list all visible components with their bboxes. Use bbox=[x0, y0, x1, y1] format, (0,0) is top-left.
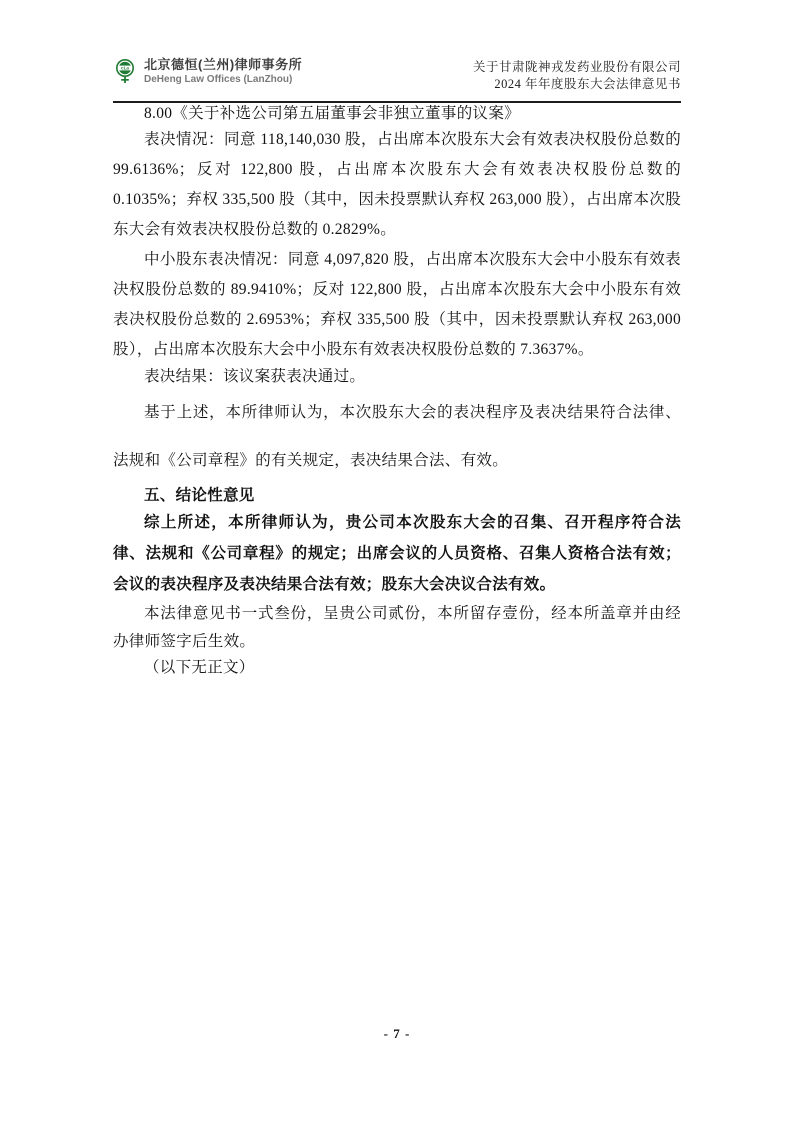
deheng-logo-icon bbox=[113, 58, 137, 84]
paragraph-conclusion: 综上所述，本所律师认为，贵公司本次股东大会的召集、召开程序符合法律、法规和《公司章程》的规定；出席会议的人员资格、召集人资格合法有效；会议的表决程序及表决结果合法有效；股东大会决议合法有效。 bbox=[113, 514, 681, 593]
paragraph-vote-result: 表决结果：该议案获表决通过。 bbox=[144, 368, 366, 385]
firm-name-cn: 北京德恒(兰州)律师事务所 bbox=[144, 57, 303, 72]
firm-brand bbox=[113, 57, 302, 86]
firm-name-en: DeHeng Law Offices (LanZhou) bbox=[144, 74, 293, 85]
paragraph-based-on: 基于上述，本所律师认为，本次股东大会的表决程序及表决结果符合法律、法规和《公司章程》的有关规定，表决结果合法、有效。 bbox=[113, 404, 681, 469]
page-number: - 7 - bbox=[383, 1026, 411, 1041]
doc-title-line1: 关于甘肃陇神戎发药业股份有限公司 bbox=[472, 60, 681, 74]
paragraph-vote-minority: 中小股东表决情况：同意 4,097,820 股，占出席本次股东大会中小股东有效表决权股份总数的 89.9410%；反对 122,800 股，占出席本次股东大会中小股东有效表决权股份总数的 2.6953%；弃权 335,500 股（其中，因未投票默认弃权 263,000 股），占出席本次股东大会中小股东有效表决权股份总数的 7.3637%。 bbox=[113, 251, 681, 358]
doc-title bbox=[473, 59, 681, 93]
firm-name-block bbox=[144, 57, 302, 86]
proposal-heading: 8.00《关于补选公司第五届董事会非独立董事的议案》 bbox=[144, 105, 520, 122]
paragraph-copies: 本法律意见书一式叁份，呈贵公司贰份，本所留存壹份，经本所盖章并由经办律师签字后生效。 bbox=[113, 605, 681, 650]
paragraph-vote-overall: 表决情况：同意 118,140,030 股，占出席本次股东大会有效表决权股份总数的 99.6136%；反对 122,800 股，占出席本次股东大会有效表决权股份总数的0.1035%；弃权 335,500 股（其中，因未投票默认弃权 263,000 股），占出席本次股东大会有效表决权股份总数的 0.2829%。 bbox=[113, 131, 681, 238]
section-heading-conclusion: 五、结论性意见 bbox=[144, 487, 255, 504]
svg-text:cLa: cLa bbox=[121, 65, 129, 71]
doc-title-line2: 2024 年年度股东大会法律意见书 bbox=[494, 77, 681, 91]
page-header bbox=[113, 57, 681, 93]
paragraph-no-body: （以下无正文） bbox=[144, 659, 255, 676]
document-body bbox=[113, 103, 681, 680]
